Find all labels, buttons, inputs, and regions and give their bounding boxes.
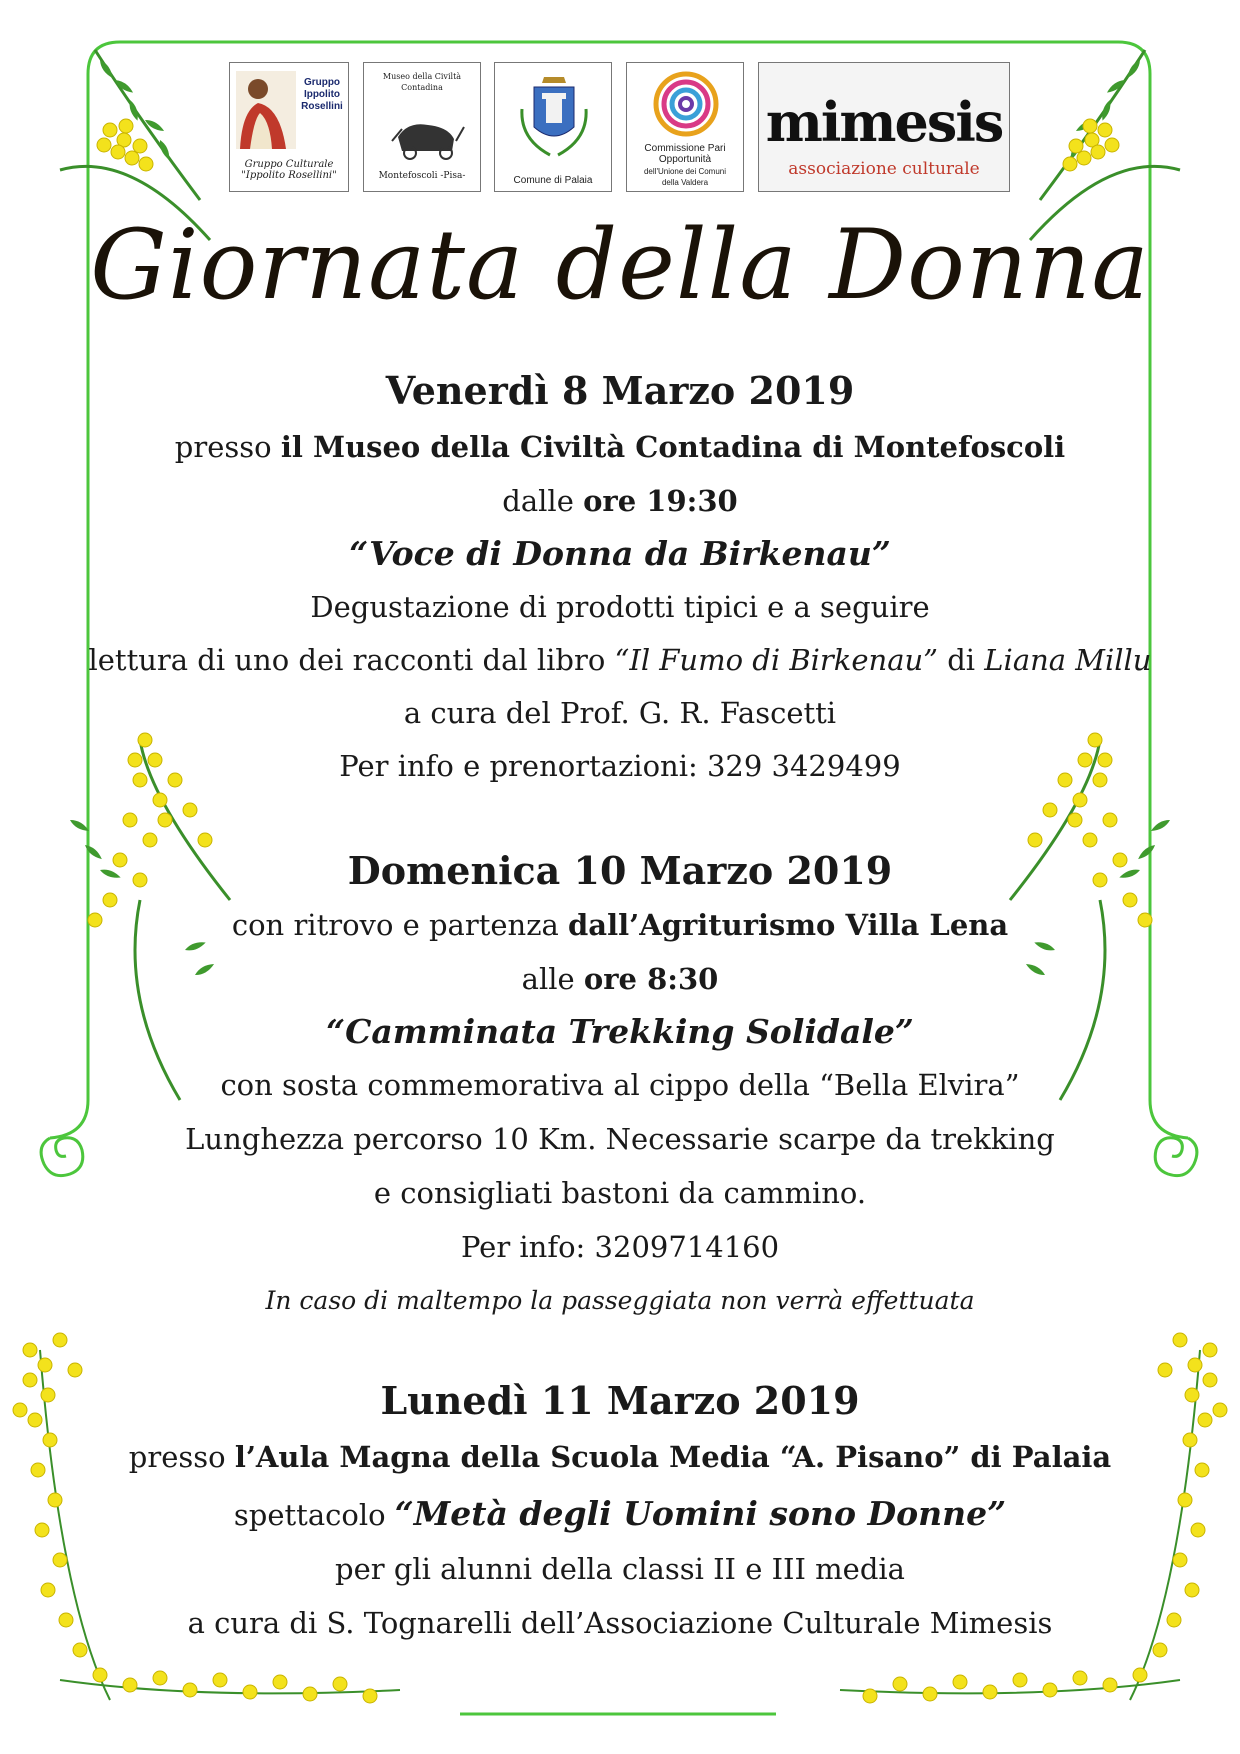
event1-venue-prefix: presso	[174, 430, 272, 464]
museo-ring-bottom: Montefoscoli -Pisa-	[378, 171, 466, 181]
rosellini-logo-caption: Gruppo Culturale "Ippolito Rosellini"	[241, 159, 337, 181]
event1-desc2	[0, 643, 1240, 677]
event2-desc3: e consigliati bastoni da cammino.	[373, 1176, 867, 1210]
mimesis-word: mimesis	[765, 90, 1003, 154]
event2-meet: dall’Agriturismo Villa Lena	[568, 908, 1009, 942]
event3-venue: l’Aula Magna della Scuola Media “A. Pisano” di Palaia	[234, 1440, 1112, 1474]
event2-time-line	[0, 962, 1240, 996]
event3-date: Lunedì 11 Marzo 2019	[380, 1378, 860, 1423]
logo-museo	[363, 62, 481, 192]
event1-book: “Il Fumo di Birkenau”	[614, 643, 938, 677]
commissione-line4: della Valdera	[661, 178, 709, 187]
commissione-line1: Commissione Pari	[644, 143, 726, 154]
logo-comune-palaia	[494, 62, 612, 192]
event1-name: “Voce di Donna da Birkenau”	[349, 534, 891, 573]
event1-curator: a cura del Prof. G. R. Fascetti	[403, 696, 837, 730]
museo-ring-top: Museo della Civiltà Contadina	[382, 72, 462, 92]
event1-info: Per info e prenortazioni: 329 3429499	[339, 749, 901, 783]
event3-show-line	[0, 1494, 1240, 1533]
event1-date: Venerdì 8 Marzo 2019	[385, 368, 855, 413]
spiral-icon	[651, 69, 721, 139]
palaia-crest-icon	[514, 69, 594, 169]
event2-meet-line	[0, 908, 1240, 942]
event2-desc2: Lunghezza percorso 10 Km. Necessarie scarpe da trekking	[185, 1122, 1055, 1156]
event1-time: ore 19:30	[583, 484, 738, 518]
event1-desc1: Degustazione di prodotti tipici e a seguire	[310, 590, 930, 624]
event2-time-prefix: alle	[521, 962, 575, 996]
logo-mimesis	[758, 62, 1010, 192]
event3-venue-line	[0, 1440, 1240, 1474]
event2-time: ore 8:30	[583, 962, 719, 996]
rosellini-logo-title: Gruppo Ippolito Rosellini	[301, 77, 343, 112]
event2-name: “Camminata Trekking Solidale”	[326, 1012, 914, 1051]
portrait-icon	[236, 71, 296, 149]
commissione-line3: dell'Unione dei Comuni	[643, 167, 727, 176]
event2-desc1: con sosta commemorativa al cippo della “Bella Elvira”	[220, 1068, 1020, 1102]
event2-note: In caso di maltempo la passeggiata non verrà effettuata	[265, 1286, 975, 1315]
palaia-caption: Comune di Palaia	[513, 175, 593, 186]
event3-show-prefix: spettacolo	[233, 1498, 386, 1532]
event1-author: Liana Millu	[984, 643, 1152, 677]
event1-venue-line	[0, 430, 1240, 464]
event3-show: “Metà degli Uomini sono Donne”	[394, 1494, 1007, 1533]
event2-meet-prefix: con ritrovo e partenza	[231, 908, 559, 942]
event3-curator: a cura di S. Tognarelli dell’Associazione Culturale Mimesis	[187, 1606, 1053, 1640]
event3-audience: per gli alunni della classi II e III media	[335, 1552, 905, 1586]
logo-rosellini	[229, 62, 349, 192]
event2-date: Domenica 10 Marzo 2019	[347, 848, 893, 893]
event3-venue-prefix: presso	[128, 1440, 226, 1474]
page-title: Giornata della Donna	[90, 209, 1150, 321]
mimesis-subtitle: associazione culturale	[788, 159, 980, 179]
event1-desc2-a: lettura di uno dei racconti dal libro	[88, 643, 606, 677]
event1-venue: il Museo della Civiltà Contadina di Montefoscoli	[280, 430, 1066, 464]
event1-desc2-b: di	[947, 643, 976, 677]
event1-time-line	[0, 484, 1240, 518]
logo-commissione	[626, 62, 744, 192]
event2-info: Per info: 3209714160	[460, 1230, 780, 1264]
event1-time-prefix: dalle	[502, 484, 574, 518]
commissione-line2: Opportunità	[658, 154, 712, 165]
